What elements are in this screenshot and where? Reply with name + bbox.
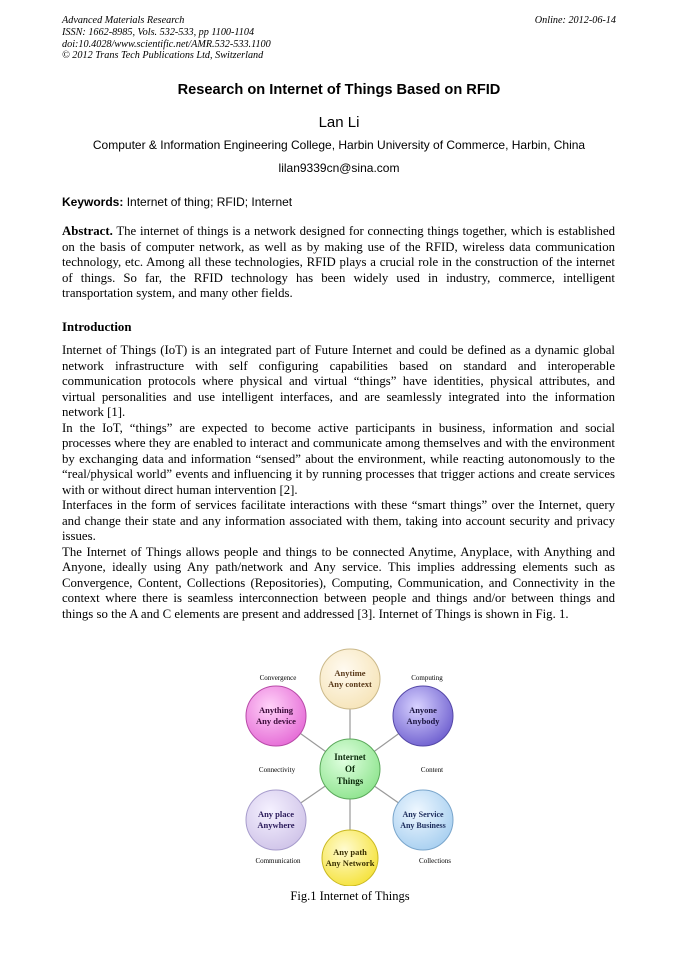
node-any-place-line2: Anywhere [257,820,295,830]
intro-paragraph-2: In the IoT, “things” are expected to become active participants in business, information and social processes where they are enabled to interact and communicate among themselves and with the environment by exchanging data and information “sensed” about the environment, while reacting autonomously to the “real/physical world” events and influencing it by running processes that trigger actions and create services with or without direct human intervention [2]. [62,420,615,497]
paper-title: Research on Internet of Things Based on RFID [177,82,501,98]
affiliation: Computer & Information Engineering College, Harbin University of Commerce, Harbin, China [92,138,586,152]
label-convergence: Convergence [259,674,297,682]
node-any-place [246,790,306,850]
node-any-service-line2: Any Business [400,821,446,830]
node-anything [246,686,306,746]
node-anyone-line1: Anyone [409,705,437,715]
online-date: Online: 2012-06-14 [534,15,616,26]
copyright: © 2012 Trans Tech Publications Ltd, Switzerland [62,50,264,62]
node-anyone-line2: Anybody [406,716,440,726]
node-anytime [320,649,380,709]
label-computing: Computing [411,674,443,682]
author: Lan Li [318,114,360,131]
abstract [62,224,615,302]
node-any-place-line1: Any place [257,809,295,819]
center-line3: Things [336,776,364,786]
node-anything-line2: Any device [256,716,296,726]
keywords-text: Internet of thing; RFID; Internet [126,195,293,209]
issn: ISSN: 1662-8985, Vols. 532-533, pp 1100-1104 [62,26,255,38]
keywords [62,195,292,209]
intro-paragraph-4: The Internet of Things allows people and things to be connected Anytime, Anyplace, with Anything and Anyone, ideally using Any path/network and Any service. This implies addressing elements such as Convergence, Content, Collections (Repositories), Computing, Communication, and Connectivity in the context where there is seamless interconnection between people and things and/or between things and things so the A and C elements are present and addressed [3]. Internet of Things is shown in Fig. 1. [62,544,615,621]
node-anything-line1: Anything [258,705,294,715]
iot-diagram [240,646,470,886]
node-any-path-line1: Any path [333,847,367,857]
abstract-label: Abstract. [62,224,113,238]
iot-figure [240,646,470,886]
node-center [320,739,380,799]
journal-header [62,15,271,62]
journal-name: Advanced Materials Research [62,15,185,26]
label-communication: Communication [255,857,301,865]
node-any-path [322,830,378,886]
abstract-text: The internet of things is a network designed for connecting things together, which is established on the basis of computer network, as well as by making use of the RFID, wireless data communication technology, etc. Among all these technologies, RFID plays a crucial role in the construction of the internet of things. So far, the RFID technology has been widely used in industry, commerce, intelligent transportation system, and many other fields. [62,224,615,300]
intro-paragraph-3: Interfaces in the form of services facilitate interactions with these “smart things” over the Internet, query and change their state and any information associated with them, taking into account security and privacy issues. [62,498,615,543]
label-collections: Collections [419,857,451,865]
node-any-path-line2: Any Network [325,858,375,868]
doi: doi:10.4028/www.scientific.net/AMR.532-533.1100 [62,38,271,50]
label-connectivity: Connectivity [258,766,296,774]
node-any-service-line1: Any Service [402,810,444,819]
intro-paragraph-1: Internet of Things (IoT) is an integrated part of Future Internet and could be defined as a dynamic global network infrastructure with self configuring capabilities based on standard and interoperable communication protocols where physical and virtual “things” have identities, physical attributes, and virtual personalities and use intelligent interfaces, and are seamlessly integrated into the information network [1]. [62,343,615,419]
label-content: Content [420,766,444,774]
node-anytime-line2: Any context [328,679,372,689]
introduction-body [62,343,615,622]
center-line1: Internet [334,752,366,762]
email: lilan9339cn@sina.com [278,161,400,175]
node-any-service [393,790,453,850]
introduction-heading: Introduction [62,320,132,334]
figure-caption: Fig.1 Internet of Things [290,889,410,903]
node-anyone [393,686,453,746]
node-anytime-line1: Anytime [334,668,366,678]
center-line2: Of [345,764,355,774]
keywords-label: Keywords: [62,195,124,209]
